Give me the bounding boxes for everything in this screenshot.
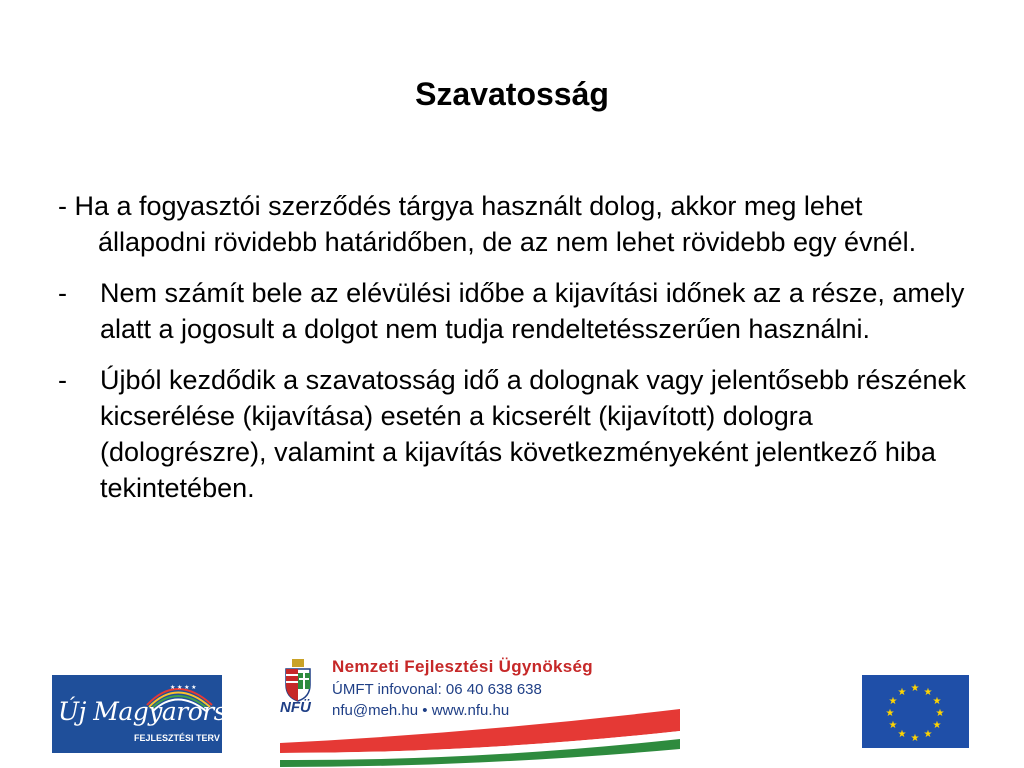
svg-text:★: ★	[935, 708, 945, 719]
slide-title: Szavatosság	[415, 76, 609, 112]
nfu-contacts: nfu@meh.hu • www.nfu.hu	[332, 702, 510, 719]
svg-text:★: ★	[897, 729, 907, 740]
svg-text:★: ★	[910, 683, 920, 694]
nfu-org-name: Nemzeti Fejlesztési Ügynökség	[332, 657, 593, 676]
uj-magyarorszag-logo	[52, 675, 269, 753]
eu-stars-icon	[862, 675, 969, 748]
svg-text:★: ★	[923, 729, 933, 740]
svg-text:★: ★	[888, 720, 898, 731]
svg-text:★ ★ ★ ★: ★ ★ ★ ★	[170, 685, 197, 691]
bullet-dash: -	[58, 278, 67, 308]
svg-text:★: ★	[932, 720, 942, 731]
bullet-dash: -	[58, 365, 67, 395]
svg-text:★: ★	[885, 708, 895, 719]
svg-text:★: ★	[888, 696, 898, 707]
logo-sub-text: FEJLESZTÉSI TERV	[134, 733, 220, 743]
svg-text:★: ★	[897, 687, 907, 698]
nfu-infoline: ÚMFT infovonal: 06 40 638 638	[332, 681, 542, 698]
svg-text:★: ★	[910, 733, 920, 744]
nfu-label: NFÜ	[280, 699, 311, 716]
intro-paragraph: - Ha a fogyasztói szerződés tárgya használt dolog, akkor meg lehet állapodni rövidebb határidőben, de az nem lehet rövidebb egy évnél.	[58, 191, 917, 257]
hungarian-crest-icon	[278, 659, 318, 703]
bullet-text: Újból kezdődik a szavatosság idő a dolognak vagy jelentősebb részének kicserélése (kijavítása) esetén a kicserélt (kijavított) dologra (dologrészre), valamint a kijavítás következményeként jelentkező hiba tekintetében.	[100, 365, 967, 503]
logo-brand-text: Új Magyarország	[58, 697, 269, 726]
svg-text:★: ★	[923, 687, 933, 698]
bullet-text: Nem számít bele az elévülési időbe a kijavítási időnek az a része, amely alatt a jogosult a dolgot nem tudja rendeltetésszerűen használni.	[100, 278, 965, 344]
bullet-item	[58, 362, 978, 506]
eu-flag-icon	[862, 675, 969, 748]
bullet-item	[58, 275, 978, 347]
flag-swoosh-icon	[278, 705, 688, 767]
svg-text:★: ★	[932, 696, 942, 707]
slide-body	[58, 188, 978, 521]
nfu-logo-block	[278, 655, 688, 767]
